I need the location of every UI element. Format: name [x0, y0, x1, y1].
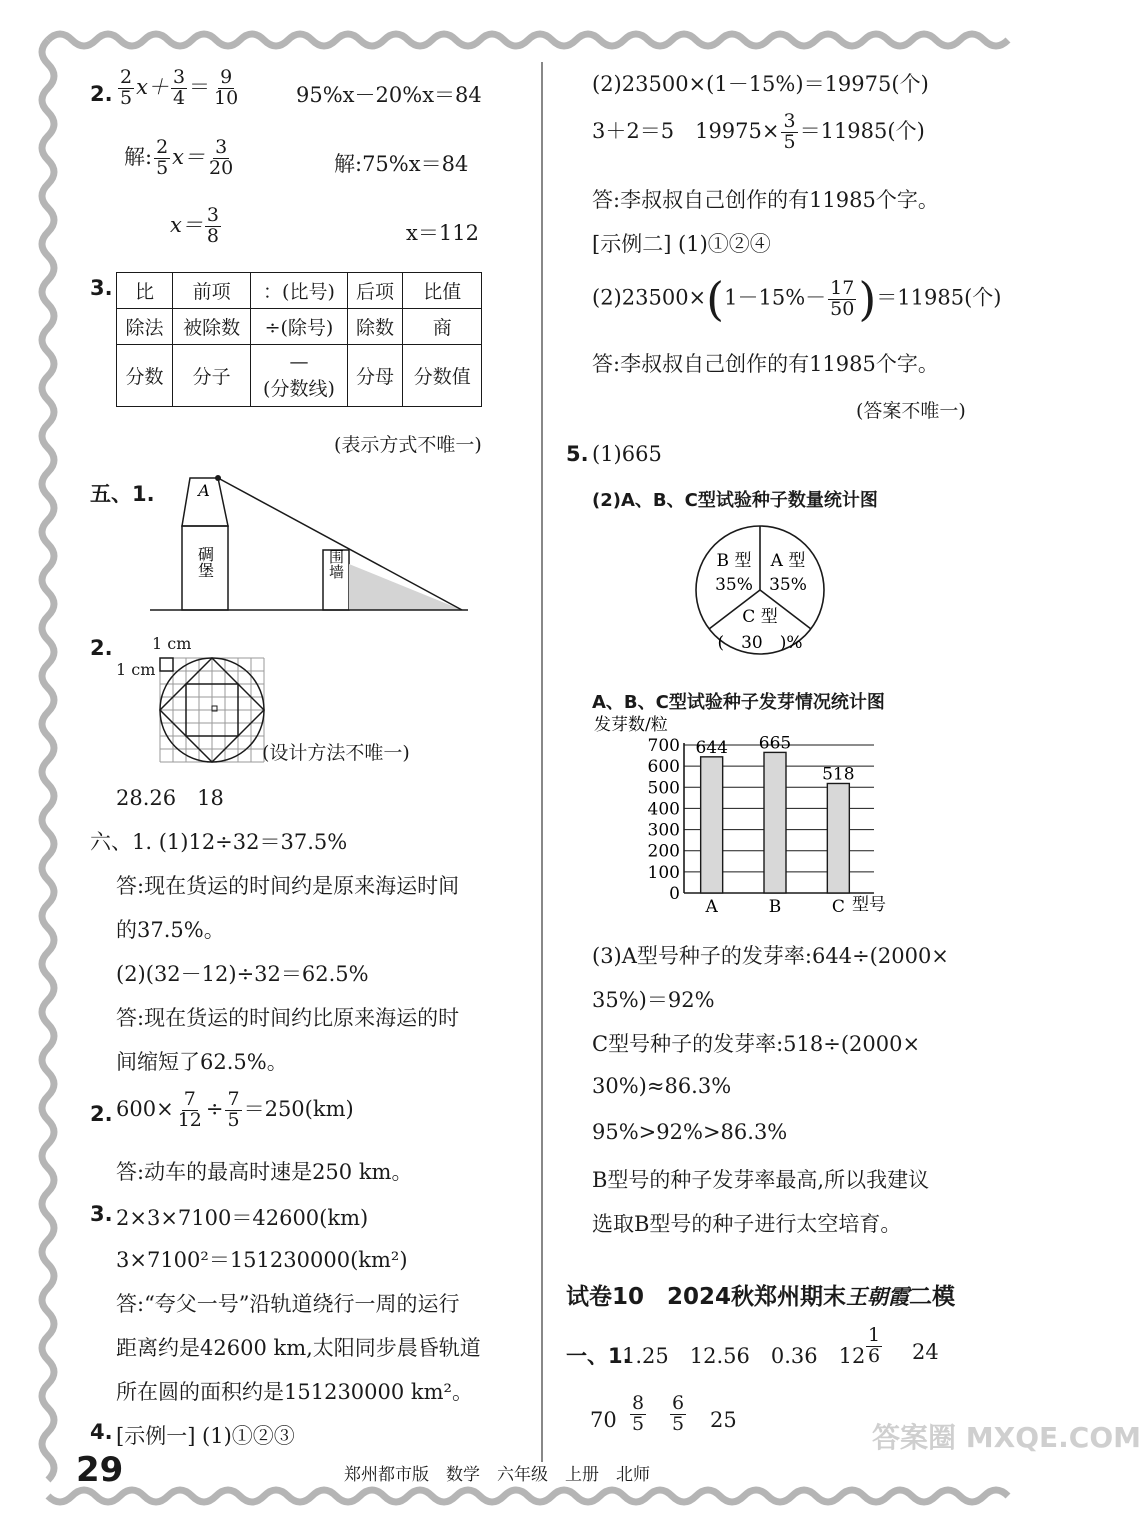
table-cell: 商	[403, 309, 482, 345]
pie-title: (2)A、B、C型试验种子数量统计图	[592, 490, 878, 511]
q2-result-1: x＝ $\frac{3}{8}$	[170, 204, 219, 247]
s6-line-4: (2)(32－12)÷32＝62.5%	[116, 962, 369, 986]
s1-row2-a: 70	[590, 1408, 617, 1432]
q5-line-6: 30%)≈86.3%	[592, 1074, 732, 1098]
s6-line-5: 答:现在货运的时间约比原来海运的时	[116, 1006, 460, 1030]
column-divider	[541, 62, 543, 1462]
bar-chart-xlabel: 型号	[852, 895, 886, 915]
q5-line-3: (3)A型号种子的发芽率:644÷(2000×	[592, 944, 949, 968]
bar	[827, 783, 849, 893]
unit-left-label: 1 cm	[116, 660, 156, 679]
pie-a-value: 35%	[769, 575, 807, 595]
s1-row2-b: 25	[710, 1408, 737, 1432]
table-row	[117, 345, 482, 407]
s1-tail: 24	[912, 1340, 939, 1364]
y-tick-label: 100	[647, 862, 680, 883]
pie-c-name: C 型	[742, 607, 778, 627]
table-cell: 分子	[172, 345, 251, 407]
table-cell: ÷(除号)	[251, 309, 347, 345]
table-cell: 除法	[117, 309, 173, 345]
q2-number: 2.	[90, 82, 113, 106]
q5-line-7: 95%>92%>86.3%	[592, 1120, 788, 1144]
wall-label: 围墙	[327, 549, 345, 579]
r-line-4: [示例二] (1)①②④	[592, 232, 771, 256]
s6-q3-line-4: 距离约是42600 km,太阳同步晨昏轨道	[116, 1336, 481, 1360]
q5-line-4: 35%)＝92%	[592, 988, 715, 1012]
r-note: (答案不唯一)	[856, 400, 966, 422]
r-line-3: 答:李叔叔自己创作的有11985个字。	[592, 188, 939, 212]
table-cell: 比值	[403, 273, 482, 309]
s6-q2-equation: 600× $\frac{7}{12}$ ÷ $\frac{7}{5}$ ＝250(km)	[116, 1088, 354, 1131]
table-cell: 分数	[117, 345, 173, 407]
castle-wall-figure	[148, 470, 470, 616]
q5-number: 5.	[566, 442, 589, 466]
bar	[764, 752, 786, 893]
y-tick-label: 400	[647, 799, 680, 820]
s6-q3-line-5: 所在圆的面积约是151230000 km²。	[116, 1380, 473, 1404]
table-cell: 除数	[347, 309, 403, 345]
r-line-1: (2)23500×(1－15%)＝19975(个)	[592, 72, 929, 96]
pie-b-name: B 型	[716, 551, 752, 571]
s1-fraction-2: $\frac{8}{5}$	[632, 1392, 645, 1435]
r-line-5: (2)23500×(1－15%－ $\frac{17}{50}$ )＝11985(个)	[592, 272, 1002, 326]
y-tick-label: 300	[647, 820, 680, 841]
pie-chart	[694, 518, 824, 664]
table-cell: 被除数	[172, 309, 251, 345]
bar-value-label: 644	[695, 737, 728, 758]
s6-q3-line-2: 3×7100²＝151230000(km²)	[116, 1248, 408, 1272]
table-row	[117, 309, 482, 345]
table-cell: 分母	[347, 345, 403, 407]
r-line-2: 3＋2＝5 19975× $\frac{3}{5}$ ＝11985(个)	[592, 110, 925, 153]
grid-design-figure	[158, 656, 268, 766]
s1-fraction-3: $\frac{6}{5}$	[672, 1392, 685, 1435]
pie-c-value: ( 30 )%	[717, 633, 803, 653]
q2-equation-2: 95%x－20%x＝84	[296, 83, 482, 107]
s6-q4-number: 4.	[90, 1420, 113, 1444]
bar-chart-ylabel: 发芽数/粒	[594, 715, 668, 735]
table-cell: — (分数线)	[251, 345, 347, 407]
s6-q2-answer: 答:动车的最高时速是250 km。	[116, 1160, 413, 1184]
pie-a-name: A 型	[770, 551, 806, 571]
s6-q2-number: 2.	[90, 1102, 113, 1126]
bar-chart-title: A、B、C型试验种子发芽情况统计图	[592, 692, 885, 713]
table-cell: ：(比号)	[251, 273, 347, 309]
bar	[701, 757, 723, 893]
s6-q3-line-3: 答:“夸父一号”沿轨道绕行一周的运行	[116, 1292, 460, 1316]
section-heading: 试卷10 2024秋郑州期末王朝霞二模	[566, 1284, 956, 1310]
q3-note: (表示方式不唯一)	[334, 434, 482, 456]
page-number: 29	[76, 1450, 124, 1490]
bar-value-label: 665	[758, 733, 792, 754]
bar-value-label: 518	[822, 764, 855, 785]
table-row	[117, 273, 482, 309]
s5-q2-answers: 28.26 18	[116, 786, 224, 810]
table-cell: 前项	[172, 273, 251, 309]
s5-q2-note: (设计方法不唯一)	[262, 742, 410, 764]
s6-q3-line-1: 2×3×7100＝42600(km)	[116, 1206, 369, 1230]
y-tick-label: 700	[647, 736, 680, 756]
q5-part-1: (1)665	[592, 442, 662, 466]
s6-line-3: 的37.5%。	[116, 918, 225, 942]
s5-q2-number: 2.	[90, 636, 113, 660]
pie-b-value: 35%	[715, 575, 753, 595]
q5-line-5: C型号种子的发芽率:518÷(2000×	[592, 1032, 921, 1056]
s1-values: 1.25 12.56 0.36 12	[622, 1344, 866, 1368]
q2-solution-2: 解:75%x＝84	[334, 152, 469, 176]
s1-number: 一、1.	[566, 1344, 631, 1368]
x-tick-label: B	[768, 897, 782, 917]
brand-logo: 王朝霞	[846, 1284, 910, 1309]
r-line-6: 答:李叔叔自己创作的有11985个字。	[592, 352, 939, 376]
s6-line-2: 答:现在货运的时间约是原来海运时间	[116, 874, 460, 898]
q3-number: 3.	[90, 276, 113, 300]
x-tick-label: C	[831, 897, 845, 917]
q5-line-8: B型号的种子发芽率最高,所以我建议	[592, 1168, 930, 1192]
table-cell: 分数值	[403, 345, 482, 407]
point-a-label: A	[198, 481, 210, 500]
y-tick-label: 0	[669, 884, 680, 904]
s6-q4-line: [示例一] (1)①②③	[116, 1424, 295, 1448]
q5-line-9: 选取B型号的种子进行太空培育。	[592, 1212, 902, 1236]
s6-line-1: 六、1. (1)12÷32＝37.5%	[90, 830, 348, 854]
watermark: 答案圈 MXQE.COM	[872, 1421, 1141, 1454]
bar-chart	[590, 712, 910, 922]
s6-line-6: 间缩短了62.5%。	[116, 1050, 288, 1074]
q2-solution-1: 解: $\frac{2}{5}$ x＝ $\frac{3}{20}$	[124, 136, 234, 179]
y-tick-label: 200	[647, 841, 680, 862]
table-cell: 比	[117, 273, 173, 309]
castle-label: 碉堡	[195, 546, 215, 578]
y-tick-label: 600	[647, 757, 680, 778]
table-cell: 后项	[347, 273, 403, 309]
y-tick-label: 500	[647, 778, 680, 799]
footer-text: 郑州都市版 数学 六年级 上册 北师	[344, 1465, 650, 1485]
x-tick-label: A	[705, 897, 718, 917]
s5-q1-number: 五、1.	[90, 482, 155, 506]
s1-fraction: $\frac{1}{6}$	[868, 1324, 881, 1367]
s6-q3-number: 3.	[90, 1202, 113, 1226]
unit-top-label: 1 cm	[152, 634, 192, 653]
ratio-table	[116, 272, 482, 407]
q2-result-2: x＝112	[406, 221, 479, 245]
q2-equation-1: $\frac{2}{5}$ x＋ $\frac{3}{4}$ ＝ $\frac{9}{10}$	[120, 66, 239, 109]
